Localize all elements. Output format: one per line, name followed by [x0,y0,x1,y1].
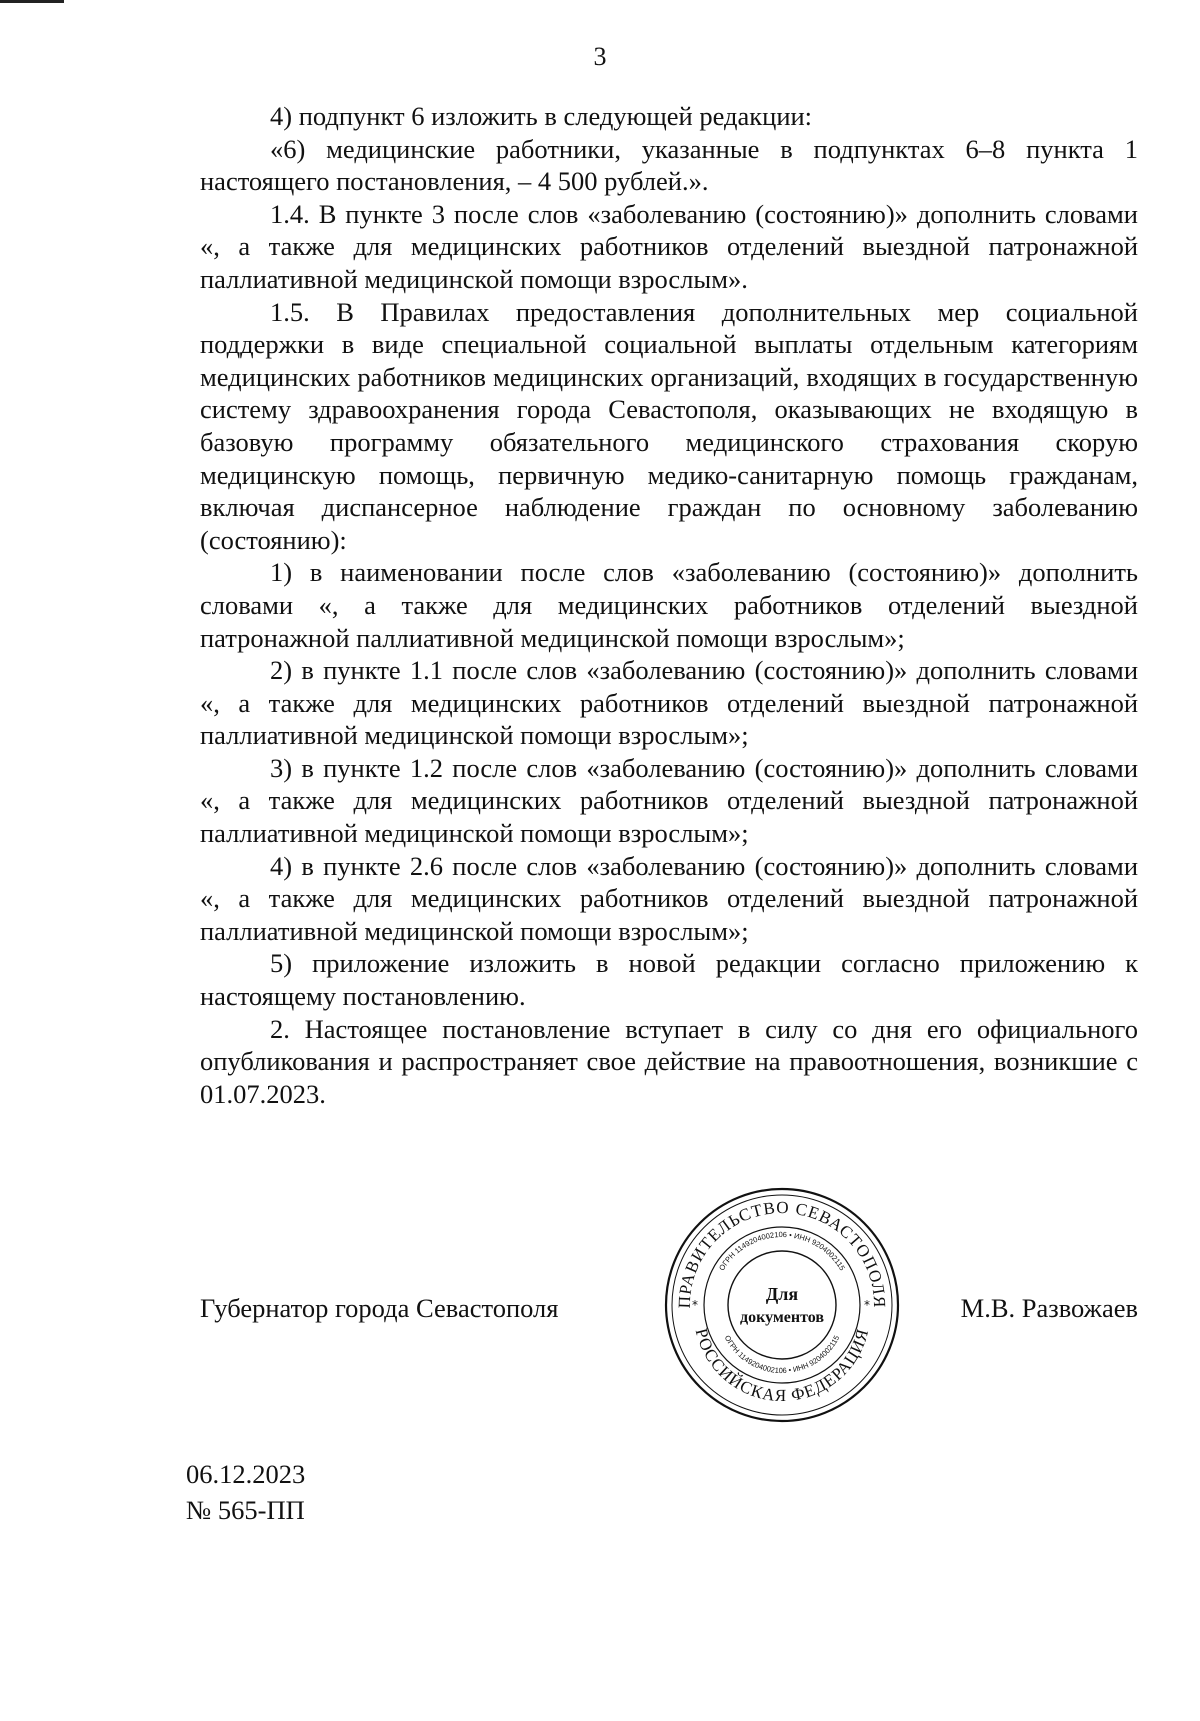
document-number: № 565-ПП [186,1495,305,1525]
svg-text:РОССИЙСКАЯ ФЕДЕРАЦИЯ [692,1326,873,1405]
paragraph-subitem-6-text: «6) медицинские работники, указанные в подпунктах 6–8 пункта 1 настоящего постановления, – 4 500 рублей.». [200,133,1138,197]
seal-center-line-1: Для [765,1284,799,1304]
page-number: 3 [593,42,607,71]
paragraph-subitem-3: 3) в пункте 1.2 после слов «заболеванию (состоянию)» дополнить словами «, а также для медицинских работников отделений выездной патронажной паллиативной медицинской помощи взрослым»; [200,752,1138,849]
paragraph-subitem-5: 5) приложение изложить в новой редакции согласно приложению к настоящему постановлению. [200,948,1138,1012]
seal-outer-text: ПРАВИТЕЛЬСТВО СЕВАСТОПОЛЯ [674,1197,890,1309]
document-meta [186,1456,305,1528]
paragraph-subitem-4: 4) в пункте 2.6 после слов «заболеванию (состоянию)» дополнить словами «, а также для медицинских работников отделений выездной патронажной паллиативной медицинской помощи взрослым»; [200,850,1138,946]
top-edge-rule [0,0,64,3]
signer-position: Губернатор города Севастополя [200,1293,559,1323]
paragraph-item-1-4: 1.4. В пункте 3 после слов «заболеванию (состоянию)» дополнить словами «, а также для медицинских работников отделений выездной патронажной паллиативной медицинской помощи взрослым». [200,198,1138,294]
seal-outer-text-bottom: РОССИЙСКАЯ ФЕДЕРАЦИЯ [691,1326,873,1406]
paragraph-item-1-5: 1.5. В Правилах предоставления дополнительных мер социальной поддержки в виде специальной социальной выплаты отдельным категориям медицинских работников медицинских организаций, входящих в государственную систему здравоохранения города Севастополя, оказывающих не входящую в базовую программу обязательного медицинского страхования скорую медицинскую помощь, первичную медико-санитарную помощь гражданам, включая диспансерное наблюдение граждан по основному заболеванию (состоянию): [200,296,1138,555]
seal-star-left: * [692,1298,698,1312]
seal-star-right: * [864,1298,870,1312]
signer-name: М.В. Развожаев [960,1293,1138,1323]
paragraph-subitem-1: 1) в наименовании после слов «заболеванию (состоянию)» дополнить словами «, а также для медицинских работников отделений выездной патронажной паллиативной медицинской помощи взрослым»; [200,557,1138,653]
paragraph-subitem-2: 2) в пункте 1.1 после слов «заболеванию (состоянию)» дополнить словами «, а также для медицинских работников отделений выездной патронажной паллиативной медицинской помощи взрослым»; [200,655,1138,751]
paragraph-item-2: 2. Настоящее постановление вступает в силу со дня его официального опубликования и распространяет свое действие на правоотношения, возникшие с 01.07.2023. [200,1013,1138,1109]
document-date: 06.12.2023 [186,1459,306,1489]
paragraph-subitem-4-intro: 4) подпункт 6 изложить в следующей редакции: [270,101,813,131]
seal-center-line-2: документов [740,1309,824,1326]
seal-inner-ring-text: ОГРН 1149204002106 • ИНН 9204002115 [717,1229,847,1273]
seal-inner-ring-text-bottom: ОГРН 1149204002106 • ИНН 9204002115 [722,1333,842,1376]
document-body [200,100,1138,1110]
official-seal-stamp [662,1185,902,1425]
